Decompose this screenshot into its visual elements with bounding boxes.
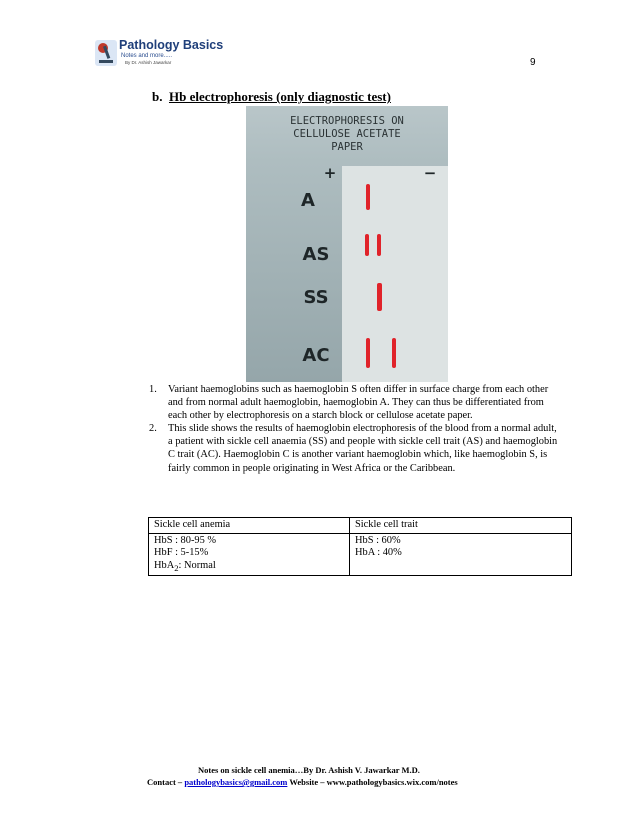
pathology-basics-logo <box>95 38 224 70</box>
anemia-values-cell <box>149 533 350 576</box>
note-text: Variant haemoglobins such as haemoglobin S often differ in surface charge from each other and from normal adult haemoglobin, haemoglobin A. They can thus be differentiated from each other by electrophoresis on a starch block or cellulose acetate paper. <box>168 384 549 422</box>
cathode-minus-label: − <box>423 164 437 182</box>
footer-contact-label: Contact – <box>147 777 183 787</box>
lane-label-a: A <box>301 190 315 211</box>
section-heading <box>152 89 391 105</box>
figure-title-line3: PAPER <box>331 141 363 153</box>
anemia-hbf: HbF : 5-15% <box>154 547 209 558</box>
lane-label-ss: SS <box>303 287 329 308</box>
anemia-hbs: HbS : 80-95 % <box>154 534 217 546</box>
band-lane-a <box>366 184 370 210</box>
anemia-hba2-prefix: HbA <box>154 559 175 571</box>
anode-plus-label: + <box>323 164 337 182</box>
table-row <box>149 533 572 576</box>
header-sickle-cell-anemia: Sickle cell anemia <box>149 518 350 534</box>
note-number: 2. <box>149 423 157 435</box>
table-header-row <box>149 518 572 534</box>
note-item <box>149 422 559 474</box>
trait-hbs: HbS : 60% <box>355 534 401 546</box>
figure-title-line1: ELECTROPHORESIS ON <box>290 115 404 127</box>
page-number: 9 <box>530 57 536 68</box>
anemia-hba2 <box>154 560 344 575</box>
anemia-hba2-suffix: : Normal <box>178 559 216 571</box>
comparison-table <box>148 517 572 576</box>
electrophoresis-photo <box>246 106 448 382</box>
header-sickle-cell-trait: Sickle cell trait <box>350 518 572 534</box>
footer-title: Notes on sickle cell anemia…By Dr. Ashish V. Jawarkar M.D. <box>198 765 420 775</box>
band-lane-ss <box>377 283 382 311</box>
lane-label-as: AS <box>302 244 330 265</box>
notes-list <box>149 383 559 475</box>
anemia-hba2-subscript: 2 <box>174 562 179 573</box>
lane-label-ac: AC <box>302 345 330 366</box>
microscope-icon <box>95 40 117 66</box>
section-heading-prefix: b. <box>152 89 163 104</box>
footer-contact <box>147 777 458 787</box>
note-number: 1. <box>149 384 157 395</box>
footer-email-link[interactable]: pathologybasics@gmail.com <box>184 777 288 787</box>
trait-hba: HbA : 40% <box>355 547 402 558</box>
section-heading-text: Hb electrophoresis (only diagnostic test) <box>168 89 391 104</box>
note-text: This slide shows the results of haemoglobin electrophoresis of the blood from a normal adult, a patient with sickle cell anaemia (SS) and people with sickle cell trait (AS) and haemoglobin C trait (AC). Haemoglobin C is another variant haemoglobin which, like haemoglobin S, is fairly common in people originating in West Africa or the Caribbean. <box>168 423 558 474</box>
trait-values-cell <box>350 533 572 576</box>
logo-byline: By Dr. Ashish Jawarkar <box>125 60 172 65</box>
logo-subtitle: Notes and more..... <box>121 53 173 59</box>
footer-website: Website – www.pathologybasics.wix.com/notes <box>289 777 458 787</box>
logo-title: Pathology Basics <box>119 38 224 52</box>
figure-title-line2: CELLULOSE ACETATE <box>293 128 401 140</box>
note-item <box>149 383 559 422</box>
